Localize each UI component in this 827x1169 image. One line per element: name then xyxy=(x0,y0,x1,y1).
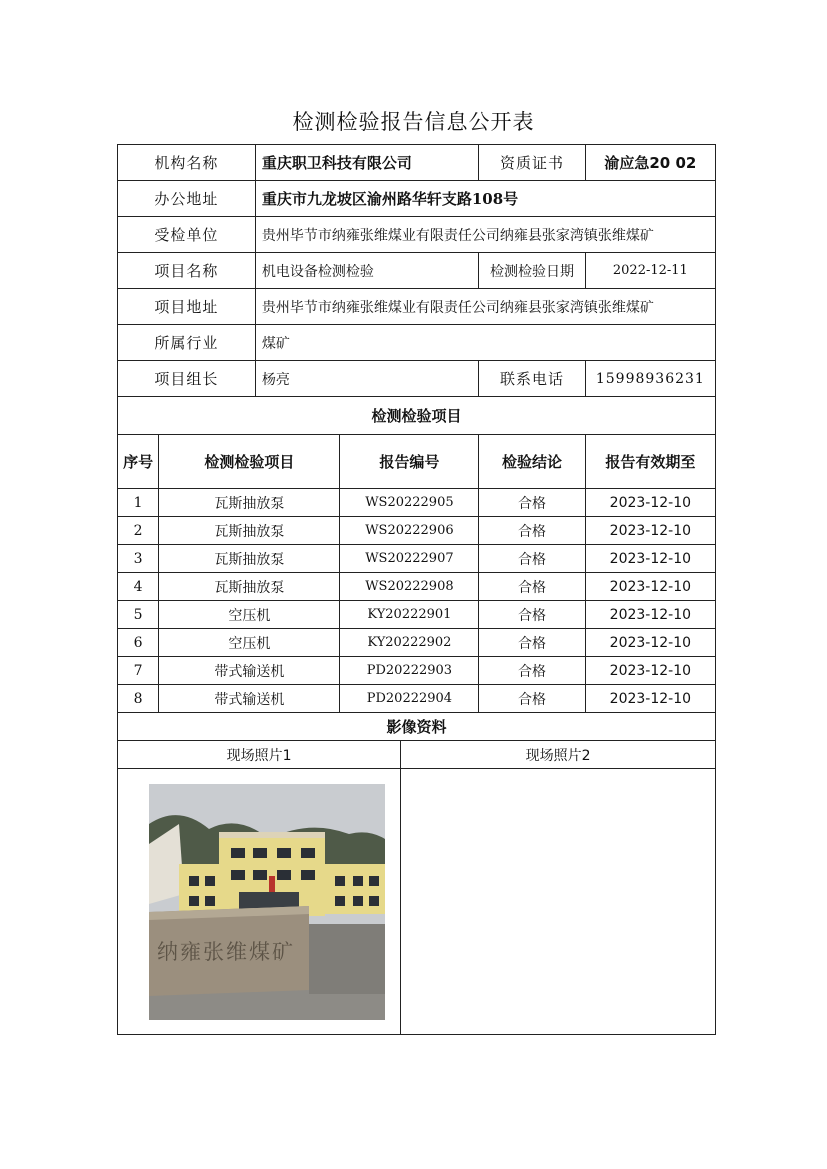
row-item: 空压机 xyxy=(159,601,340,629)
photo1-label: 现场照片1 xyxy=(118,741,401,769)
row-no: 5 xyxy=(118,601,159,629)
table-row xyxy=(118,685,716,713)
row-valid: 2023-12-10 xyxy=(585,573,715,601)
table-row xyxy=(118,545,716,573)
row-no: 1 xyxy=(118,489,159,517)
project-row xyxy=(118,253,716,289)
row-result: 合格 xyxy=(479,657,585,685)
industry-value: 煤矿 xyxy=(255,325,715,361)
row-valid: 2023-12-10 xyxy=(585,489,715,517)
row-no: 7 xyxy=(118,657,159,685)
page-title: 检测检验报告信息公开表 xyxy=(292,110,535,134)
row-report: WS20222906 xyxy=(340,517,479,545)
row-no: 2 xyxy=(118,517,159,545)
report-table xyxy=(117,144,716,1035)
row-item: 瓦斯抽放泵 xyxy=(159,489,340,517)
items-section-title: 检测检验项目 xyxy=(118,397,716,435)
site-photo-1-image xyxy=(149,784,385,1020)
address-label: 办公地址 xyxy=(118,181,256,217)
cert-label: 资质证书 xyxy=(479,145,585,181)
phone-label: 联系电话 xyxy=(479,361,585,397)
photo1-cell xyxy=(118,769,401,1035)
row-valid: 2023-12-10 xyxy=(585,685,715,713)
header-valid: 报告有效期至 xyxy=(585,435,715,489)
row-result: 合格 xyxy=(479,685,585,713)
header-no: 序号 xyxy=(118,435,159,489)
row-item: 空压机 xyxy=(159,629,340,657)
org-name-label: 机构名称 xyxy=(118,145,256,181)
row-valid: 2023-12-10 xyxy=(585,657,715,685)
row-valid: 2023-12-10 xyxy=(585,629,715,657)
industry-row xyxy=(118,325,716,361)
project-address-label: 项目地址 xyxy=(118,289,256,325)
row-no: 4 xyxy=(118,573,159,601)
table-row xyxy=(118,657,716,685)
row-report: WS20222905 xyxy=(340,489,479,517)
items-header-row xyxy=(118,435,716,489)
row-report: WS20222907 xyxy=(340,545,479,573)
table-row xyxy=(118,489,716,517)
row-valid: 2023-12-10 xyxy=(585,517,715,545)
row-valid: 2023-12-10 xyxy=(585,601,715,629)
row-report: PD20222903 xyxy=(340,657,479,685)
row-item: 瓦斯抽放泵 xyxy=(159,517,340,545)
client-row xyxy=(118,217,716,253)
row-valid: 2023-12-10 xyxy=(585,545,715,573)
row-no: 8 xyxy=(118,685,159,713)
images-section-title: 影像资料 xyxy=(118,713,716,741)
photo2-label: 现场照片2 xyxy=(401,741,716,769)
leader-row xyxy=(118,361,716,397)
client-value: 贵州毕节市纳雍张维煤业有限责任公司纳雍县张家湾镇张维煤矿 xyxy=(255,217,715,253)
row-item: 瓦斯抽放泵 xyxy=(159,573,340,601)
items-section-row xyxy=(118,397,716,435)
project-address-row xyxy=(118,289,716,325)
row-result: 合格 xyxy=(479,573,585,601)
table-row xyxy=(118,517,716,545)
header-item: 检测检验项目 xyxy=(159,435,340,489)
org-name: 重庆职卫科技有限公司 xyxy=(255,145,479,181)
row-report: WS20222908 xyxy=(340,573,479,601)
cert-value: 渝应急20 02 xyxy=(585,145,715,181)
row-no: 6 xyxy=(118,629,159,657)
row-result: 合格 xyxy=(479,545,585,573)
header-result: 检验结论 xyxy=(479,435,585,489)
phone-value: 15998936231 xyxy=(585,361,715,397)
row-report: KY20222902 xyxy=(340,629,479,657)
images-section-row xyxy=(118,713,716,741)
row-report: KY20222901 xyxy=(340,601,479,629)
address-value: 重庆市九龙坡区渝州路华轩支路108号 xyxy=(255,181,715,217)
photo2-cell xyxy=(401,769,716,1035)
row-result: 合格 xyxy=(479,517,585,545)
row-no: 3 xyxy=(118,545,159,573)
leader-value: 杨亮 xyxy=(255,361,479,397)
row-item: 带式输送机 xyxy=(159,657,340,685)
row-item: 瓦斯抽放泵 xyxy=(159,545,340,573)
table-row xyxy=(118,573,716,601)
row-item: 带式输送机 xyxy=(159,685,340,713)
org-row xyxy=(118,145,716,181)
date-label: 检测检验日期 xyxy=(479,253,585,289)
address-row xyxy=(118,181,716,217)
row-report: PD20222904 xyxy=(340,685,479,713)
row-result: 合格 xyxy=(479,629,585,657)
row-result: 合格 xyxy=(479,601,585,629)
date-value: 2022-12-11 xyxy=(585,253,715,289)
table-row xyxy=(118,601,716,629)
project-address-value: 贵州毕节市纳雍张维煤业有限责任公司纳雍县张家湾镇张维煤矿 xyxy=(255,289,715,325)
table-row xyxy=(118,629,716,657)
client-label: 受检单位 xyxy=(118,217,256,253)
photo-sign-text: 纳雍张维煤矿 xyxy=(157,940,295,964)
row-result: 合格 xyxy=(479,489,585,517)
site-photo-1 xyxy=(149,784,385,1020)
project-label: 项目名称 xyxy=(118,253,256,289)
photo-label-row xyxy=(118,741,716,769)
industry-label: 所属行业 xyxy=(118,325,256,361)
leader-label: 项目组长 xyxy=(118,361,256,397)
header-report: 报告编号 xyxy=(340,435,479,489)
project-value: 机电设备检测检验 xyxy=(255,253,479,289)
photo-row xyxy=(118,769,716,1035)
